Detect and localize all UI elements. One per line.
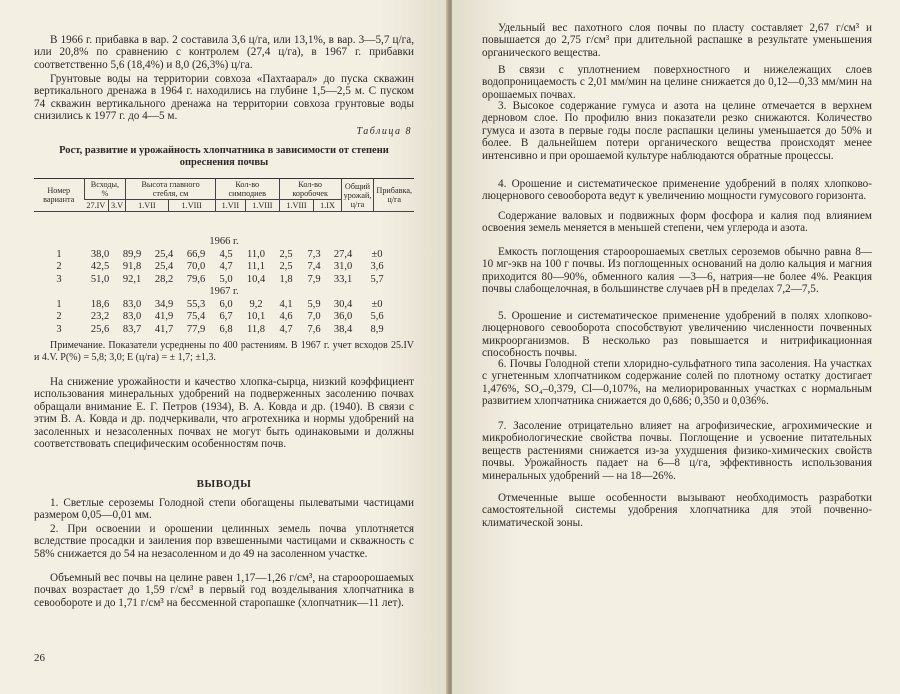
value-cell: 5,9 bbox=[307, 299, 321, 310]
table-row bbox=[34, 299, 414, 311]
value-cell: 38,0 bbox=[90, 249, 110, 260]
variant-cell: 3 bbox=[56, 323, 62, 335]
value-cell: 3,6 bbox=[370, 261, 384, 273]
value-cell: 34,9 bbox=[154, 299, 174, 310]
value-cell: 33,1 bbox=[333, 273, 353, 285]
right-paragraph-2: В связи с уплотнением поверхностного и нижележащих слоев водопроницаемость с 2,01 мм/мин на целине снижается до 0,12—0,33 мм/мин на орошаемых почвах. bbox=[482, 64, 872, 101]
value-cell: 36,0 bbox=[333, 311, 353, 323]
rows-1967 bbox=[34, 299, 414, 336]
value-cell: 7,0 bbox=[307, 311, 321, 323]
col-variant: Номер варианта bbox=[34, 179, 84, 212]
value-cell: ±0 bbox=[371, 299, 383, 310]
value-cell: 41,7 bbox=[154, 323, 174, 335]
value-cell: 4,7 bbox=[219, 261, 233, 273]
value-cell: 55,3 bbox=[186, 299, 206, 310]
value-cell: 92,1 bbox=[122, 273, 142, 285]
data-table-header bbox=[34, 178, 414, 212]
table-row bbox=[34, 261, 414, 273]
variant-cell: 2 bbox=[56, 261, 62, 273]
variant-cell: 3 bbox=[56, 273, 62, 285]
col-height: Высота главного стебля, см bbox=[126, 179, 215, 200]
col-gain: Прибавка, ц/га bbox=[374, 179, 414, 212]
date-header: 3.V bbox=[108, 200, 126, 212]
value-cell: 8,9 bbox=[370, 323, 384, 335]
right-paragraph-5: Содержание валовых и подвижных форм фосфора и калия под влиянием освоения земель меняется в меньшей степени, чем углерода и азота. bbox=[482, 210, 872, 235]
conclusions-heading: ВЫВОДЫ bbox=[196, 478, 252, 490]
value-cell: 6,7 bbox=[219, 311, 233, 323]
col-branches: Кол-во симподиев bbox=[215, 179, 279, 200]
table-note: Примечание. Показатели усреднены по 400 растениям. В 1967 г. учет всходов 25.IV и 4.V. P(%) = 5,8; 3,0; E (ц/га) = ± 1,7; ±1,3. bbox=[34, 340, 414, 363]
value-cell: 79,6 bbox=[186, 273, 206, 285]
table-number: Таблица 8 bbox=[356, 126, 412, 137]
value-cell: 4,7 bbox=[279, 323, 293, 335]
right-paragraph-10: Отмеченные выше особенности вызывают необходимость разработки самостоятельной системы удобрения хлопчатника для этой почвенно-климатической зоны. bbox=[482, 492, 872, 529]
col-yield: Общий урожай, ц/га bbox=[341, 179, 374, 212]
value-cell: 5,0 bbox=[219, 273, 233, 285]
value-cell: 31,0 bbox=[333, 261, 353, 273]
value-cell: 4,6 bbox=[279, 311, 293, 323]
value-cell: 25,6 bbox=[90, 323, 110, 335]
col-bolls: Кол-во коробочек bbox=[279, 179, 341, 200]
conclusion-1: 1. Светлые сероземы Голодной степи обогащены пылеватыми частицами размером 0,05—0,01 мм. bbox=[34, 497, 414, 522]
value-cell: 7,9 bbox=[307, 273, 321, 285]
value-cell: 83,7 bbox=[122, 323, 142, 335]
value-cell: 7,6 bbox=[307, 323, 321, 335]
value-cell: 75,4 bbox=[186, 311, 206, 323]
value-cell: 66,9 bbox=[186, 249, 206, 260]
right-paragraph-4: 4. Орошение и систематическое применение удобрений в полях хлопково-люцернового севооборота ведут к увеличению мощности гумусового горизонта. bbox=[482, 178, 872, 203]
value-cell: 6,0 bbox=[219, 299, 233, 310]
value-cell: 4,5 bbox=[219, 249, 233, 260]
table-row bbox=[34, 249, 414, 261]
date-header: 27.IV bbox=[84, 200, 108, 212]
value-cell: 5,7 bbox=[370, 273, 384, 285]
intro-paragraph-2: Грунтовые воды на территории совхоза «Пахтаарал» до пуска скважин вертикального дренажа в 1964 г. находились на глубине 1,5—2,5 м. С пуском 74 скважин вертикального дренажа на территории совхоза грунтовые воды снизились к 1977 г. до 4—5 м. bbox=[34, 73, 414, 123]
value-cell: 83,0 bbox=[122, 299, 142, 310]
table-row bbox=[34, 311, 414, 323]
variant-cell: 1 bbox=[56, 249, 62, 260]
value-cell: 25,4 bbox=[154, 261, 174, 273]
value-cell: 51,0 bbox=[90, 273, 110, 285]
table-title: Рост, развитие и урожайность хлопчатника в зависимости от степени опреснения почвы bbox=[59, 145, 389, 168]
value-cell: 91,8 bbox=[122, 261, 142, 273]
body-paragraph: На снижение урожайности и качество хлопка-сырца, низкий коэффициент использования минеральных удобрений на подверженных засолению почвах обращали внимание Е. Г. Петров (1934), В. А. Ковда и др. (1940). В связи с этим В. А. Ковда и др. подчеркивали, что агротехника и нормы удобрений на засоленных и незасоленных почвах не могут быть одинаковыми и должны соответствовать специфическим особенностям почв. bbox=[34, 376, 414, 451]
value-cell: 83,0 bbox=[122, 311, 142, 323]
value-cell: 11,1 bbox=[247, 261, 265, 273]
date-header: 1.IX bbox=[314, 200, 341, 212]
value-cell: 7,3 bbox=[307, 249, 321, 260]
date-header: 1.VII bbox=[215, 200, 245, 212]
date-header: 1.VIII bbox=[168, 200, 215, 212]
value-cell: 38,4 bbox=[333, 323, 353, 335]
rows-1966 bbox=[34, 249, 414, 286]
value-cell: 89,9 bbox=[122, 249, 142, 260]
variant-cell: 2 bbox=[56, 311, 62, 323]
value-cell: 27,4 bbox=[333, 249, 353, 260]
right-paragraph-8: 6. Почвы Голодной степи хлоридно-сульфатного типа засоления. На участках с угнетенным хлопчатником содержание солей по плотному остатку достигает 1,476%, SO₄–0,379, Cl—0,107%, на мелиорированных участках с нормальным развитием хлопчатника снижается до 0,686; 0,350 и 0,036%. bbox=[482, 358, 872, 408]
value-cell: 18,6 bbox=[90, 299, 110, 310]
value-cell: 11,0 bbox=[247, 249, 265, 260]
value-cell: 77,9 bbox=[186, 323, 206, 335]
value-cell: 10,4 bbox=[246, 273, 266, 285]
table-row bbox=[34, 274, 414, 286]
right-paragraph-6: Емкость поглощения староорошаемых светлых сероземов обычно равна 8—10 мг-экв на 100 г почвы. Из поглощенных оснований на долю кальция и магния приходится 80—90%, обменного калия —3—6, натрия—не более 4%. Реакция почвы слабощелочная, в большинстве случаев pH в пределах 7,2—7,5. bbox=[482, 246, 872, 296]
page-number: 26 bbox=[34, 652, 45, 664]
right-paragraph-7: 5. Орошение и систематическое применение удобрений в полях хлопково-люцернового севооборота способствуют увеличению численности почвенных микроорганизмов. В несколько раз повышается и нитрификационная способность почвы. bbox=[482, 310, 872, 360]
right-paragraph-1: Удельный вес пахотного слоя почвы по пласту составляет 2,67 г/см³ и повышается до 2,75 г/см³ при длительной распашке в результате уменьшения органического вещества. bbox=[482, 22, 872, 59]
table-row bbox=[34, 324, 414, 336]
value-cell: 5,6 bbox=[370, 311, 384, 323]
value-cell: 41,9 bbox=[154, 311, 174, 323]
value-cell: 11,8 bbox=[247, 323, 265, 335]
value-cell: 4,1 bbox=[279, 299, 293, 310]
value-cell: ±0 bbox=[371, 249, 383, 260]
value-cell: 2,5 bbox=[279, 249, 293, 260]
value-cell: 2,5 bbox=[279, 261, 293, 273]
value-cell: 10,1 bbox=[246, 311, 266, 323]
conclusion-2-cont: Объемный вес почвы на целине равен 1,17—1,26 г/см³, на староорошаемых почвах возрастает до 1,59 г/см³ в первый год возделывания хлопчатника в севообороте и до 1,71 г/см³ на бессменной старопашке (хлопчатник—11 лет). bbox=[34, 572, 414, 609]
date-header: 1.VIII bbox=[245, 200, 279, 212]
year-1966-label: 1966 г. bbox=[209, 236, 239, 247]
value-cell: 42,5 bbox=[90, 261, 110, 273]
year-1967-label: 1967 г. bbox=[209, 286, 239, 297]
col-shoots: Всходы, % bbox=[84, 179, 126, 200]
value-cell: 70,0 bbox=[186, 261, 206, 273]
value-cell: 30,4 bbox=[333, 299, 353, 310]
value-cell: 25,4 bbox=[154, 249, 174, 260]
date-header: 1.VIII bbox=[279, 200, 314, 212]
variant-cell: 1 bbox=[56, 299, 62, 310]
value-cell: 1,8 bbox=[279, 273, 293, 285]
right-paragraph-3: 3. Высокое содержание гумуса и азота на целине отмечается в верхнем дерновом слое. По профилю вниз показатели резко снижаются. Количество гумуса и азота в первые годы после распашки целины уменьшается до 50% и более. В дальнейшем потери органического вещества происходят менее интенсивно и при орошаемой культуре наблюдаются обратные процессы. bbox=[482, 100, 872, 162]
left-page bbox=[0, 0, 448, 694]
value-cell: 9,2 bbox=[249, 299, 263, 310]
date-header: 1.VII bbox=[126, 200, 168, 212]
right-paragraph-9: 7. Засоление отрицательно влияет на агрофизические, агрохимические и микробиологические свойства почвы. Поглощение и усвоение питательных веществ растениями снижается из-за ухудшения физико-химических свойств почвы. Урожайность падает на 6—8 ц/га, эффективность использования минеральных удобрений — на 18—26%. bbox=[482, 420, 872, 482]
value-cell: 7,4 bbox=[307, 261, 321, 273]
value-cell: 23,2 bbox=[90, 311, 110, 323]
value-cell: 28,2 bbox=[154, 273, 174, 285]
intro-paragraph-1: В 1966 г. прибавка в вар. 2 составила 3,6 ц/га, или 13,1%, в вар. 3—5,7 ц/га, или 20,8% по сравнению с контролем (27,4 ц/га), в 1967 г. прибавки соответственно 5,6 (18,4%) и 8,0 (26,3%) ц/га. bbox=[34, 34, 414, 71]
conclusion-2: 2. При освоении и орошении целинных земель почва уплотняется вследствие просадки и заиления пор взвешенными частицами и скважность с 58% снижается до 54 на незасоленном и до 49 на засоленном участке. bbox=[34, 523, 414, 560]
right-page bbox=[452, 0, 900, 694]
value-cell: 6,8 bbox=[219, 323, 233, 335]
